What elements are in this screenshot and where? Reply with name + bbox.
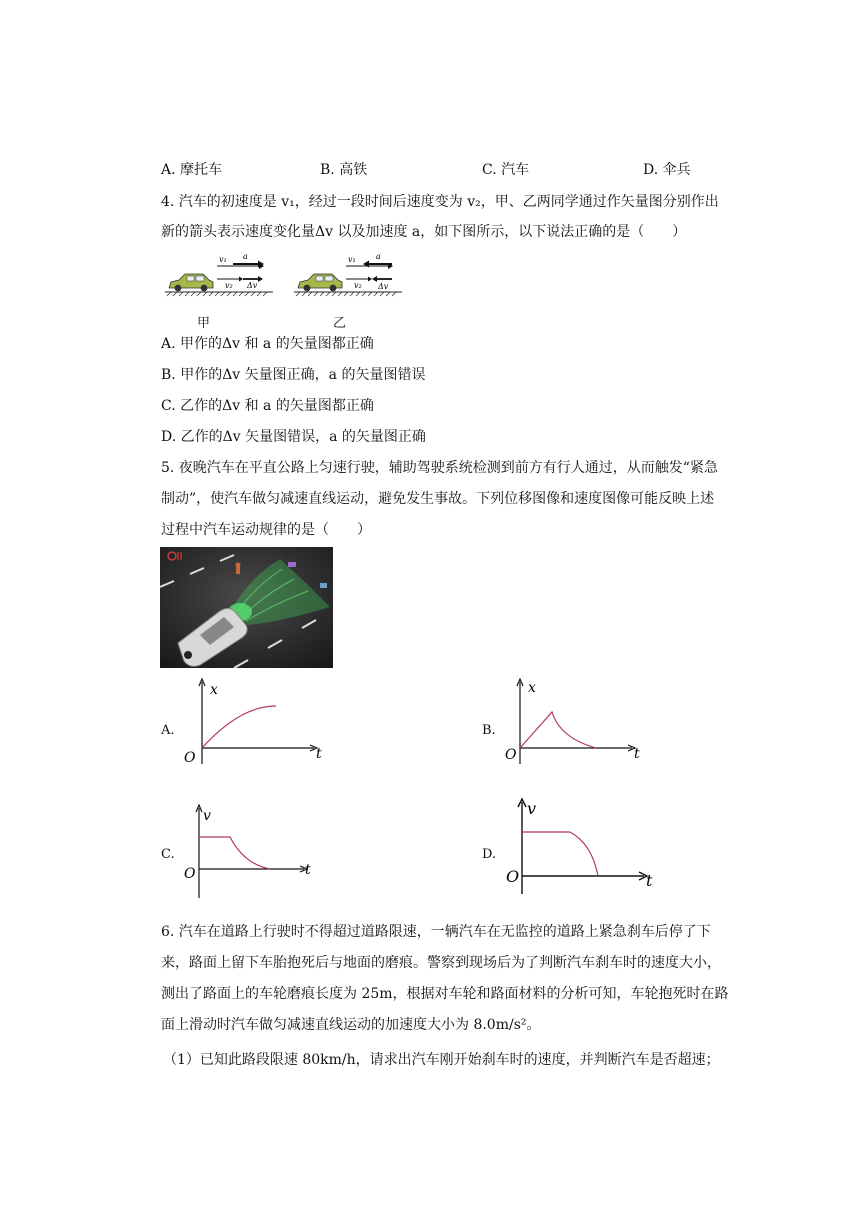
y-axis-label: x [528, 680, 536, 696]
ground-hatch [294, 292, 402, 296]
option-text: 高铁 [339, 162, 368, 178]
origin-label: O [184, 750, 196, 766]
figure-jia-caption: 甲 [197, 316, 211, 331]
graph-d-option: D. [482, 847, 497, 862]
graph-d [500, 796, 660, 896]
car-icon [298, 274, 342, 291]
v2-label: v₂ [225, 281, 233, 290]
x-axis-label: t [316, 746, 322, 762]
q3-option-d [643, 160, 691, 180]
graph-b [498, 676, 648, 766]
option-label: B. [320, 162, 335, 178]
x-axis-label: t [646, 871, 653, 890]
option-text: 摩托车 [180, 162, 223, 178]
q6-stem-line1: 6. 汽车在道路上行驶时不得超过道路限速，一辆汽车在无监控的道路上紧急刹车后停了下 [161, 924, 711, 940]
v2-label: v₂ [354, 281, 362, 290]
y-axis-label: v [203, 808, 211, 824]
pedestrian-icon [236, 563, 241, 575]
option-label: D. [643, 162, 659, 178]
y-axis-label: v [527, 799, 537, 818]
figure-yi-caption: 乙 [333, 316, 347, 331]
graph-c-option: C. [161, 847, 175, 862]
q3-option-c [482, 160, 529, 180]
curve [202, 706, 276, 748]
figure-jia [163, 252, 275, 300]
q5-stem-line3: 过程中汽车运动规律的是（ ） [161, 522, 371, 538]
q4-option-c: C. 乙作的Δv 和 a 的矢量图都正确 [161, 398, 374, 414]
graph-a [180, 676, 330, 766]
curve [520, 712, 596, 748]
curve [522, 832, 598, 876]
a-label: a [243, 252, 248, 261]
y-axis-label: x [210, 682, 218, 698]
option-text: 汽车 [501, 162, 530, 178]
option-label: C. [482, 162, 497, 178]
option-label: A. [161, 162, 176, 178]
graph-a-option: A. [161, 723, 175, 738]
q4-option-a: A. 甲作的Δv 和 a 的矢量图都正确 [161, 336, 374, 352]
q4-stem-line2: 新的箭头表示速度变化量Δv 以及加速度 a，如下图所示，以下说法正确的是（ ） [161, 224, 687, 240]
q5-stem-line1: 5. 夜晚汽车在平直公路上匀速行驶，辅助驾驶系统检测到前方有行人通过，从而触发“紧急 [161, 460, 718, 476]
origin-label: O [184, 866, 196, 882]
graph-b-option: B. [482, 723, 496, 738]
q6-sub1: （1）已知此路段限速 80km/h，请求出汽车刚开始刹车时的速度，并判断汽车是否超速； [163, 1052, 720, 1068]
origin-label: O [506, 867, 520, 886]
q6-stem-line2: 来，路面上留下车胎抱死后与地面的磨痕。警察到现场后为了判断汽车刹车时的速度大小， [161, 955, 721, 971]
a-label: a [376, 252, 381, 261]
q3-option-a [161, 160, 222, 180]
option-text: 伞兵 [662, 162, 691, 178]
v1-label: v₁ [348, 255, 356, 264]
q4-option-b: B. 甲作的Δv 矢量图正确，a 的矢量图错误 [161, 367, 426, 383]
origin-label: O [505, 747, 517, 763]
q5-stem-line2: 制动”，使汽车做匀减速直线运动，避免发生事故。下列位移图像和速度图像可能反映上述 [161, 491, 715, 507]
q4-option-d: D. 乙作的Δv 矢量图错误，a 的矢量图正确 [161, 429, 426, 445]
graph-c [180, 802, 330, 900]
q6-stem-line3: 测出了路面上的车轮磨痕长度为 25m，根据对车轮和路面材料的分析可知，车轮抱死时在路 [161, 986, 729, 1002]
figure-yi [292, 252, 404, 300]
q6-stem-line4: 面上滑动时汽车做匀减速直线运动的加速度大小为 8.0m/s²。 [161, 1017, 541, 1033]
dv-label: Δv [378, 282, 389, 291]
v1-label: v₁ [219, 255, 227, 264]
car-icon [169, 274, 213, 291]
x-axis-label: t [634, 746, 640, 762]
x-axis-label: t [305, 862, 311, 878]
ground-hatch [165, 292, 273, 296]
dv-label: Δv [247, 281, 258, 290]
q4-stem-line1: 4. 汽车的初速度是 v₁，经过一段时间后速度变为 v₂，甲、乙两同学通过作矢量图分别作出 [161, 194, 719, 210]
q3-option-b [320, 160, 367, 180]
curve [199, 837, 270, 869]
night-driving-image [160, 547, 333, 668]
